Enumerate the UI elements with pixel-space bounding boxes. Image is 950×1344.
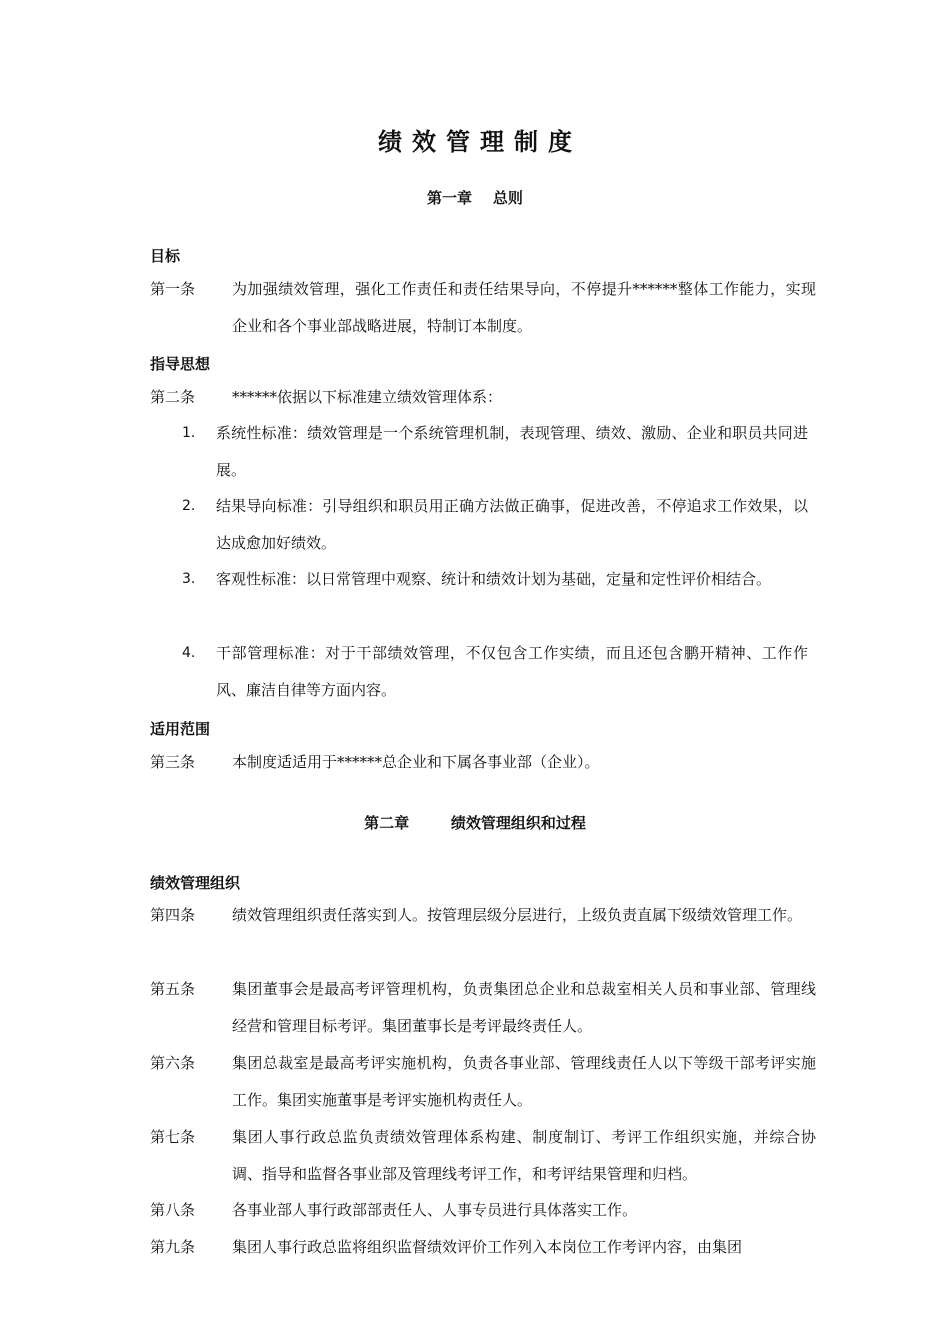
article-2: [150, 379, 820, 416]
article-4: [150, 897, 820, 934]
principle-item-1: [182, 415, 812, 489]
section-heading-scope: 适用范围: [150, 720, 211, 738]
article-label: 第二条: [150, 388, 196, 406]
article-text: 集团总裁室是最高考评实施机构，负责各事业部、管理线责任人以下等级干部考评实施工作。集团实施董事是考评实施机构责任人。: [232, 1054, 816, 1109]
article-1: [150, 271, 820, 345]
principle-item-3: [182, 561, 812, 598]
list-number: 1.: [182, 425, 196, 441]
article-label: 第八条: [150, 1201, 196, 1219]
section-heading-guidance: 指导思想: [150, 355, 211, 373]
article-label: 第一条: [150, 280, 196, 298]
article-5: [150, 971, 820, 1045]
list-item-text: 干部管理标准：对于干部绩效管理，不仅包含工作实绩，而且还包含鹏开精神、工作作风、廉洁自律等方面内容。: [216, 644, 808, 699]
article-label: 第四条: [150, 906, 196, 924]
list-number: 4.: [182, 645, 196, 661]
article-label: 第九条: [150, 1238, 196, 1256]
article-text: 集团人事行政总监将组织监督绩效评价工作列入本岗位工作考评内容，由集团: [232, 1238, 743, 1256]
document-title: 绩效管理制度: [378, 128, 582, 156]
section-heading-goal: 目标: [150, 247, 181, 265]
chapter-2-heading: 第二章 绩效管理组织和过程: [364, 814, 586, 832]
article-label: 第七条: [150, 1128, 196, 1146]
list-number: 2.: [182, 498, 196, 514]
article-text: 为加强绩效管理，强化工作责任和责任结果导向，不停提升******整体工作能力，实现企业和各个事业部战略进展，特制订本制度。: [232, 280, 816, 335]
list-number: 3.: [182, 571, 196, 587]
list-item-text: 系统性标准：绩效管理是一个系统管理机制，表现管理、绩效、激励、企业和职员共同进展。: [216, 424, 808, 479]
article-text: 各事业部人事行政部部责任人、人事专员进行具体落实工作。: [232, 1201, 638, 1219]
article-9: [150, 1229, 820, 1266]
article-text: 绩效管理组织责任落实到人。按管理层级分层进行，上级负责直属下级绩效管理工作。: [232, 906, 803, 924]
article-8: [150, 1192, 820, 1229]
article-label: 第六条: [150, 1054, 196, 1072]
article-3: [150, 744, 820, 781]
article-label: 第五条: [150, 980, 196, 998]
article-label: 第三条: [150, 753, 196, 771]
principle-item-4: [182, 635, 812, 709]
article-text: 本制度适适用于******总企业和下属各事业部（企业）。: [232, 753, 600, 771]
article-text: 集团人事行政总监负责绩效管理体系构建、制度制订、考评工作组织实施，并综合协调、指导和监督各事业部及管理线考评工作，和考评结果管理和归档。: [232, 1128, 816, 1183]
principle-item-2: [182, 488, 812, 562]
article-7: [150, 1119, 820, 1193]
article-text: 集团董事会是最高考评管理机构，负责集团总企业和总裁室相关人员和事业部、管理线经营和管理目标考评。集团董事长是考评最终责任人。: [232, 980, 816, 1035]
article-6: [150, 1045, 820, 1119]
chapter-1-heading: 第一章 总则: [427, 189, 523, 207]
section-heading-organization: 绩效管理组织: [150, 874, 241, 892]
list-item-text: 客观性标准：以日常管理中观察、统计和绩效计划为基础，定量和定性评价相结合。: [216, 570, 772, 588]
list-item-text: 结果导向标准：引导组织和职员用正确方法做正确事，促进改善，不停追求工作效果，以达成愈加好绩效。: [216, 497, 808, 552]
article-text: ******依据以下标准建立绩效管理体系：: [232, 388, 503, 406]
